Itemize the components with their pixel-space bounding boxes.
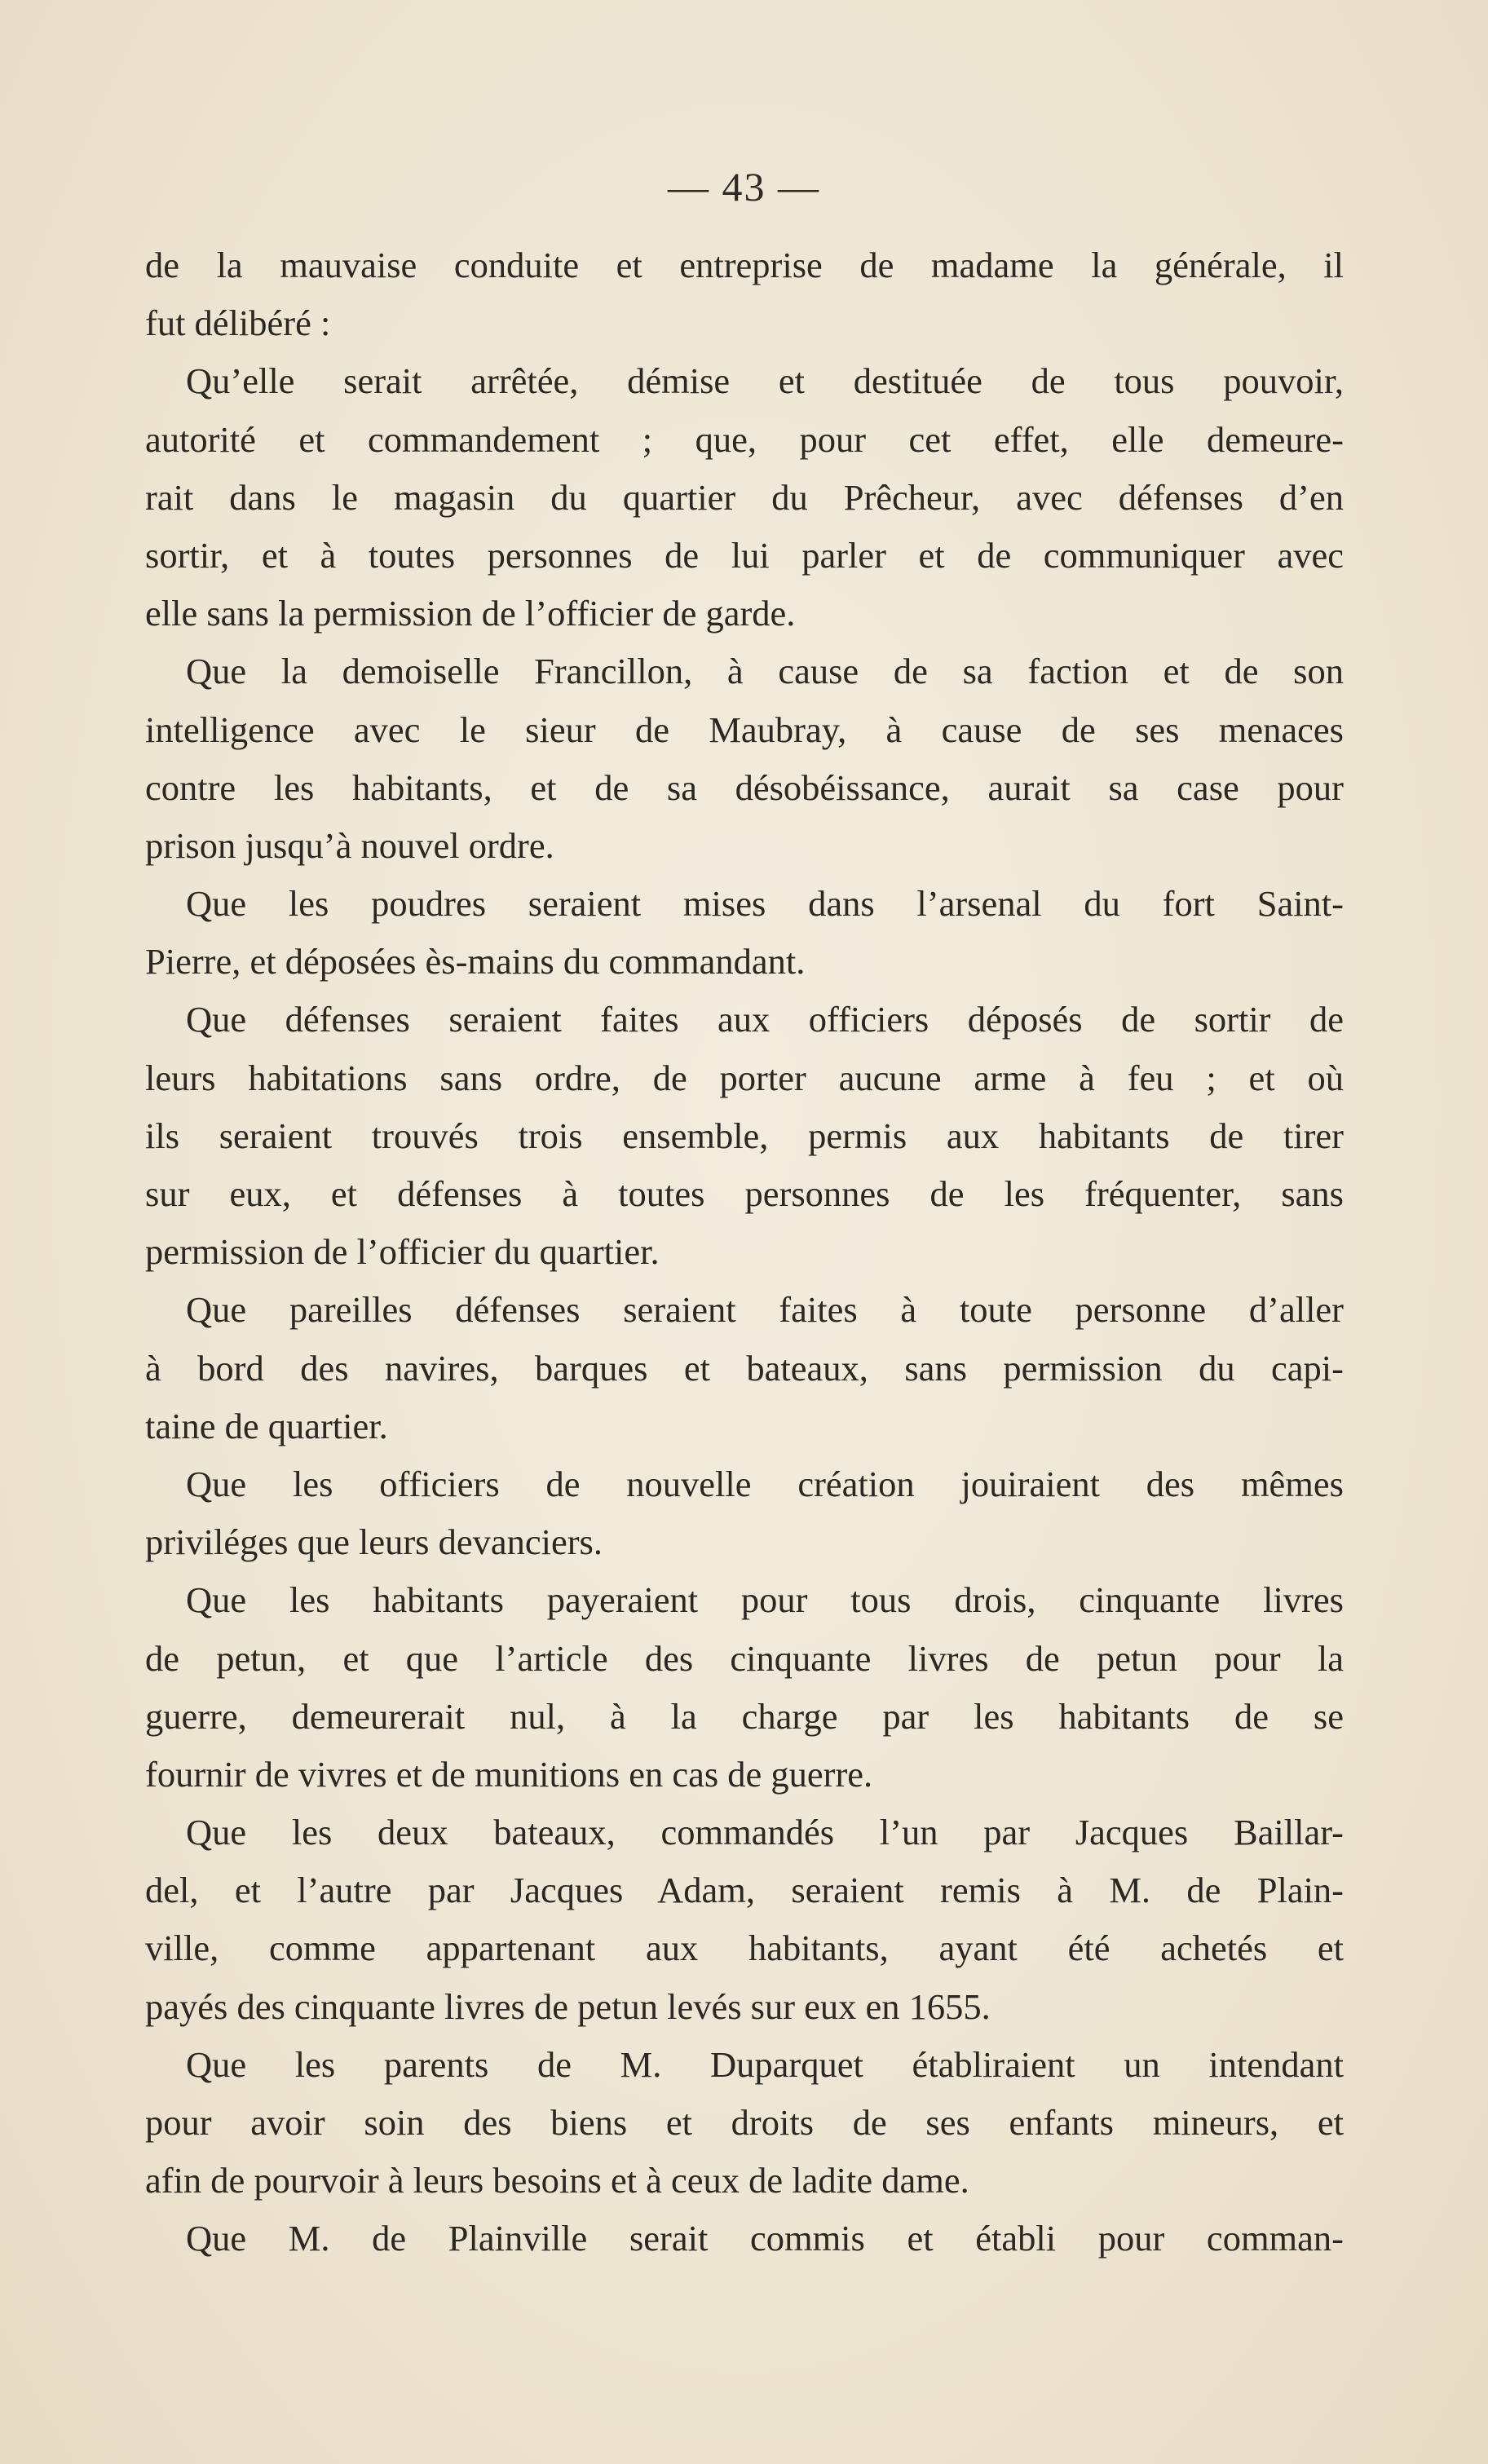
text-line: Que la demoiselle Francillon, à cause de sa faction et de son bbox=[186, 651, 1344, 692]
text-line: rait dans le magasin du quartier du Prêcheur, avec défenses d’en bbox=[145, 476, 1344, 518]
text-line: Que les parents de M. Duparquet établiraient un intendant bbox=[186, 2043, 1344, 2085]
text-line: Que les habitants payeraient pour tous drois, cinquante livres bbox=[186, 1579, 1344, 1621]
text-line: payés des cinquante livres de petun levés sur eux en 1655. bbox=[145, 1985, 991, 2027]
text-line: guerre, demeurerait nul, à la charge par les habitants de se bbox=[145, 1695, 1344, 1737]
text-line: à bord des navires, barques et bateaux, sans permission du capi- bbox=[145, 1347, 1344, 1389]
text-line: Pierre, et déposées ès-mains du commandant. bbox=[145, 941, 806, 983]
text-line: priviléges que leurs devanciers. bbox=[145, 1521, 603, 1563]
text-line: pour avoir soin des biens et droits de ses enfants mineurs, et bbox=[145, 2102, 1344, 2143]
text-line: elle sans la permission de l’officier de garde. bbox=[145, 593, 796, 634]
text-line: contre les habitants, et de sa désobéissance, aurait sa case pour bbox=[145, 766, 1344, 808]
text-line: de la mauvaise conduite et entreprise de madame la générale, il bbox=[145, 245, 1344, 285]
text-line: taine de quartier. bbox=[145, 1405, 388, 1446]
text-line: prison jusqu’à nouvel ordre. bbox=[145, 824, 554, 866]
text-line: de petun, et que l’article des cinquante livres de petun pour la bbox=[145, 1637, 1344, 1679]
page-number: — 43 — bbox=[668, 164, 820, 210]
text-line: leurs habitations sans ordre, de porter aucune arme à feu ; et où bbox=[145, 1057, 1344, 1098]
text-line: Que pareilles défenses seraient faites à toute personne d’aller bbox=[186, 1289, 1344, 1331]
text-line: sur eux, et défenses à toutes personnes de les fréquenter, sans bbox=[145, 1173, 1344, 1214]
text-line: Que les poudres seraient mises dans l’arsenal du fort Saint- bbox=[186, 883, 1344, 925]
text-line: Que les officiers de nouvelle création jouiraient des mêmes bbox=[186, 1463, 1344, 1504]
text-line: Que les deux bateaux, commandés l’un par Jacques Baillar- bbox=[186, 1812, 1344, 1853]
text-line: fournir de vivres et de munitions en cas de guerre. bbox=[145, 1753, 873, 1795]
text-line: intelligence avec le sieur de Maubray, à cause de ses menaces bbox=[145, 709, 1344, 750]
text-line: afin de pourvoir à leurs besoins et à ceux de ladite dame. bbox=[145, 2160, 969, 2201]
text-line: del, et l’autre par Jacques Adam, seraient remis à M. de Plain- bbox=[145, 1870, 1344, 1911]
text-line: Que M. de Plainville serait commis et établi pour comman- bbox=[186, 2218, 1344, 2259]
text-line: fut délibéré : bbox=[145, 302, 331, 344]
body-text bbox=[145, 236, 1344, 2268]
text-line: ils seraient trouvés trois ensemble, permis aux habitants de tirer bbox=[145, 1115, 1344, 1156]
text-line: ville, comme appartenant aux habitants, ayant été achetés et bbox=[145, 1927, 1344, 1969]
text-line: sortir, et à toutes personnes de lui parler et de communiquer avec bbox=[145, 534, 1344, 576]
text-line: Qu’elle serait arrêtée, démise et destituée de tous pouvoir, bbox=[186, 360, 1344, 402]
text-line: autorité et commandement ; que, pour cet effet, elle demeure- bbox=[145, 418, 1344, 460]
text-line: permission de l’officier du quartier. bbox=[145, 1231, 660, 1273]
text-line: Que défenses seraient faites aux officiers déposés de sortir de bbox=[186, 999, 1344, 1040]
